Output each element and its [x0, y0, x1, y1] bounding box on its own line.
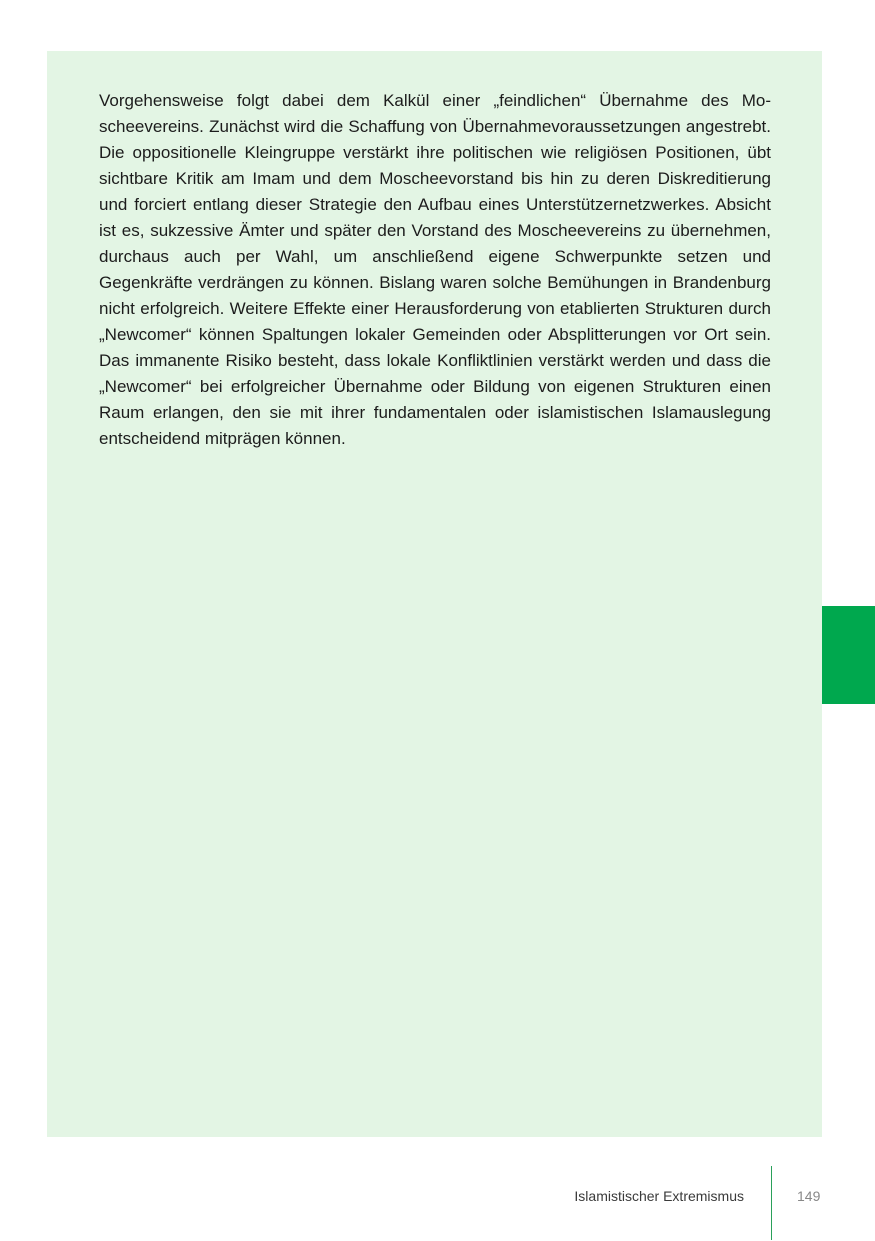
chapter-tab	[822, 606, 875, 704]
content-box	[47, 51, 822, 1137]
page-number: 149	[797, 1188, 821, 1204]
body-paragraph: Vorgehensweise folgt dabei dem Kalkül einer „feindlichen“ Übernahme des Moscheevereins. Zunächst wird die Schaffung von Übernahmevoraussetzungen angestrebt. Die oppositionelle Kleingruppe verstärkt ihre politischen wie religiösen Positionen, übt sichtbare Kritik am Imam und dem Moscheevorstand bis hin zu deren Diskreditierung und forciert entlang dieser Strategie den Aufbau eines Unterstützernetzwerkes. Absicht ist es, sukzessive Ämter und später den Vorstand des Moscheevereins zu übernehmen, durchaus auch per Wahl, um anschließend eigene Schwerpunkte setzen und Gegenkräfte verdrängen zu können. Bislang waren solche Bemühungen in Brandenburg nicht erfolgreich. Weitere Effekte einer Herausforderung von etablierten Strukturen durch „Newcomer“ können Spaltungen lokaler Gemeinden oder Absplitterungen vor Ort sein. Das immanente Risiko besteht, dass lokale Konfliktlinien verstärkt werden und dass die „Newcomer“ bei erfolgreicher Übernahme oder Bildung von eigenen Strukturen einen Raum erlangen, den sie mit ihrer fundamentalen oder islamistischen Islamauslegung entscheidend mitprägen können.	[99, 91, 771, 448]
footer-divider	[771, 1166, 772, 1240]
footer-section-title: Islamistischer Extremismus	[574, 1188, 744, 1204]
